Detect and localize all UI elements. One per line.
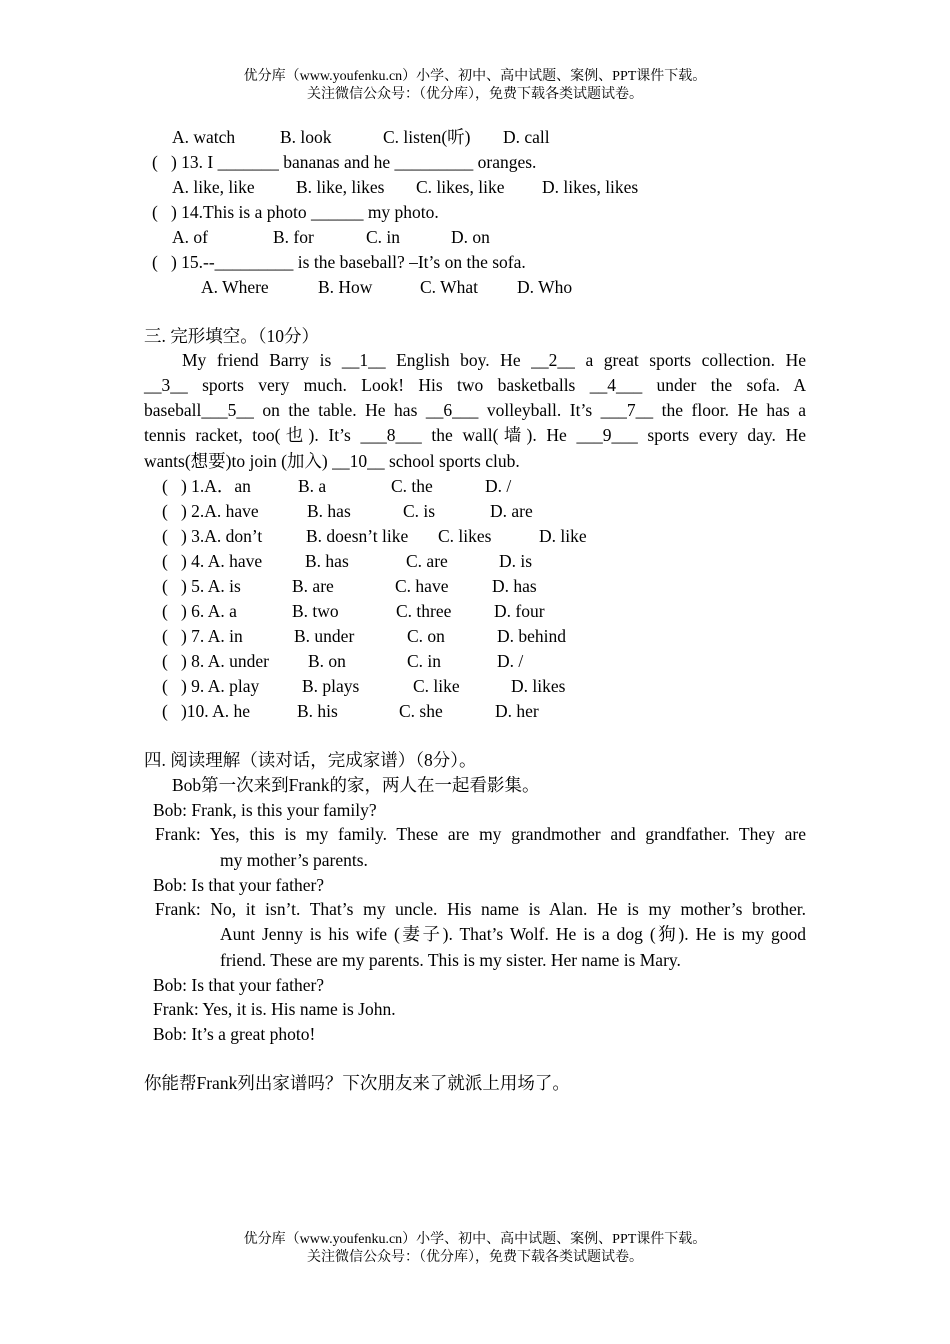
part4-task: 你能帮Frank列出家谱吗？下次朋友来了就派上用场了。 [144, 1073, 570, 1093]
dialogue-line-cont: friend. These are my parents. This is my sister. Her name is Mary. [220, 950, 681, 970]
part4-title: 四. 阅读理解（读对话，完成家谱）（8分）。 [144, 750, 477, 770]
option-c: C. have [395, 576, 449, 596]
option-d: D. / [485, 476, 512, 496]
q14-option-d: D. on [451, 227, 490, 247]
q14-option-b: B. for [273, 227, 314, 247]
dialogue-line: Frank: Yes, it is. His name is John. [153, 999, 396, 1019]
dialogue-line-cont: my mother’s parents. [220, 850, 368, 870]
q14-option-c: C. in [366, 227, 401, 247]
q15-option-a: A. Where [201, 277, 269, 297]
option-b: B. his [297, 701, 338, 721]
dialogue-line: Frank: Yes, this is my family. These are my grandmother and grandfather. They are [155, 824, 806, 844]
header-line-2: 关注微信公众号：（优分库），免费下载各类试题试卷。 [307, 87, 643, 102]
passage-line-5: wants(想要)to join (加入) __10__ school sports club. [144, 451, 520, 471]
option-d: D. likes [511, 676, 566, 696]
q15-option-c: C. What [420, 277, 479, 297]
question-stem: ( ) 4. A. have [162, 551, 263, 571]
part3-title: 三. 完形填空。（10分） [144, 326, 319, 346]
q14-stem: ( ) 14.This is a photo ______ my photo. [152, 202, 439, 222]
option-b: B. under [294, 626, 355, 646]
option-d: D. like [539, 526, 587, 546]
q13-option-d: D. likes, likes [542, 177, 639, 197]
question-stem: ( ) 2.A. have [162, 501, 259, 521]
q13-option-a: A. like, like [172, 177, 255, 197]
question-stem: ( ) 1.A．an [162, 476, 251, 496]
option-c: C. three [396, 601, 452, 621]
question-stem: ( ) 8. A. under [162, 651, 269, 671]
option-c: C. are [406, 551, 448, 571]
option-c: C. on [407, 626, 445, 646]
dialogue-line: Bob: Is that your father? [153, 975, 325, 995]
option-d: D. behind [497, 626, 567, 646]
q12-option-b: B. look [280, 127, 332, 147]
option-c: C. in [407, 651, 442, 671]
option-b: B. has [305, 551, 349, 571]
question-stem: ( ) 7. A. in [162, 626, 243, 646]
q12-option-d: D. call [503, 127, 550, 147]
passage-line-2: __3__ sports very much. Look! His two basketballs __4___ under the sofa. A [144, 375, 806, 395]
q13-option-c: C. likes, like [416, 177, 505, 197]
option-d: D. is [499, 551, 533, 571]
passage-line-3: baseball___5__ on the table. He has __6___ volleyball. It’s ___7__ the floor. He has a [144, 400, 806, 420]
question-stem: ( ) 9. A. play [162, 676, 260, 696]
option-d: D. / [497, 651, 524, 671]
dialogue-line: Bob: Is that your father? [153, 875, 325, 895]
question-stem: ( ) 3.A. don’t [162, 526, 263, 546]
option-c: C. she [399, 701, 443, 721]
option-c: C. likes [438, 526, 492, 546]
option-d: D. are [490, 501, 533, 521]
q14-option-a: A. of [172, 227, 208, 247]
q12-option-c: C. listen(听) [383, 127, 471, 147]
option-b: B. on [308, 651, 346, 671]
dialogue-line: Bob: It’s a great photo! [153, 1024, 316, 1044]
option-b: B. has [307, 501, 351, 521]
q15-stem: ( ) 15.--_________ is the baseball? –It’s on the sofa. [152, 252, 526, 272]
q12-option-a: A. watch [172, 127, 236, 147]
option-c: C. the [391, 476, 433, 496]
part4-intro: Bob第一次来到Frank的家，两人在一起看影集。 [172, 775, 540, 795]
dialogue-line-cont: Aunt Jenny is his wife (妻子). That’s Wolf. He is a dog (狗). He is my good [220, 924, 806, 944]
option-d: D. her [495, 701, 539, 721]
dialogue-line: Frank: No, it isn’t. That’s my uncle. His name is Alan. He is my mother’s brother. [155, 899, 806, 919]
q15-option-b: B. How [318, 277, 373, 297]
passage-line-1: My friend Barry is __1__ English boy. He __2__ a great sports collection. He [182, 350, 806, 370]
footer-line-2: 关注微信公众号：（优分库），免费下载各类试题试卷。 [307, 1250, 643, 1265]
option-b: B. two [292, 601, 339, 621]
header-line-1: 优分库（www.youfenku.cn）小学、初中、高中试题、案例、PPT课件下载。 [243, 69, 707, 84]
dialogue-line: Bob: Frank, is this your family? [153, 800, 377, 820]
q13-option-b: B. like, likes [296, 177, 385, 197]
option-b: B. a [298, 476, 327, 496]
q15-option-d: D. Who [517, 277, 573, 297]
question-stem: ( ) 5. A. is [162, 576, 241, 596]
passage-line-4: tennis racket, too(也). It’s ___8___ the wall(墙). He ___9___ sports every day. He [144, 425, 806, 445]
option-d: D. four [494, 601, 545, 621]
question-stem: ( ) 6. A. a [162, 601, 237, 621]
option-b: B. doesn’t like [306, 526, 409, 546]
option-c: C. is [403, 501, 436, 521]
option-b: B. are [292, 576, 334, 596]
option-d: D. has [492, 576, 537, 596]
footer-line-1: 优分库（www.youfenku.cn）小学、初中、高中试题、案例、PPT课件下载。 [243, 1232, 707, 1247]
q13-stem: ( ) 13. I _______ bananas and he _________ oranges. [152, 152, 537, 172]
option-c: C. like [413, 676, 460, 696]
option-b: B. plays [302, 676, 360, 696]
question-stem: ( )10. A. he [162, 701, 250, 721]
